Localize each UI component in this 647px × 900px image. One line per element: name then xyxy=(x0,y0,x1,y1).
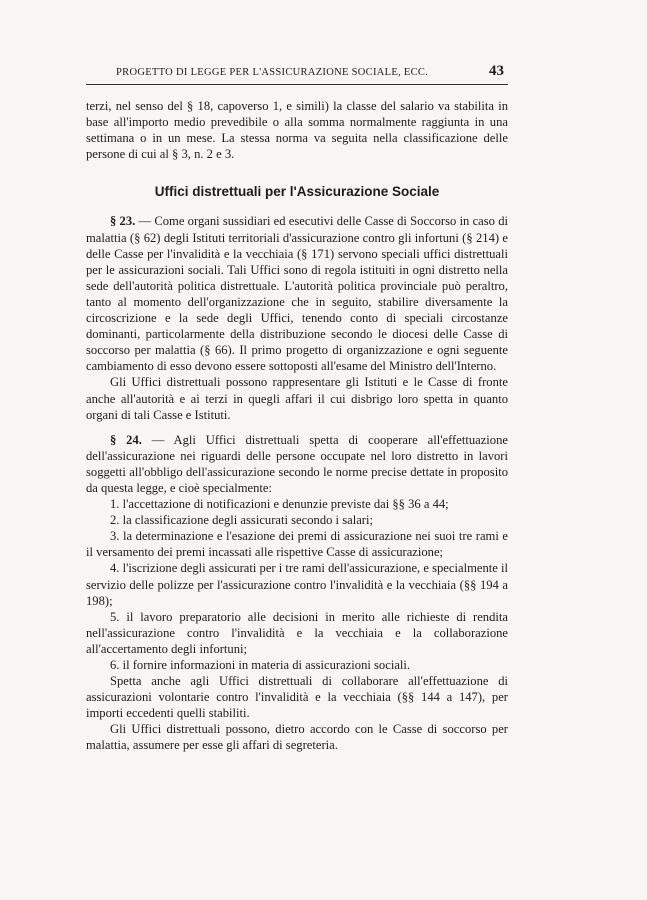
page-header xyxy=(86,64,508,84)
list-item: 5. il lavoro preparatorio alle decisioni in merito alle richieste di rendita nell'assicurazione contro l'invalidità e la vecchiaia e la collaborazione all'accertamento degli infortuni; xyxy=(86,609,508,656)
page-number: 43 xyxy=(489,63,504,79)
list-item: 6. il fornire informazioni in materia di assicurazioni sociali. xyxy=(110,658,411,672)
section-24-text: — Agli Uffici distrettuali spetta di cooperare all'effettuazione dell'assicurazione nei riguardi delle persone occupate nel loro distretto in lavori soggetti all'obbligo dell'assicurazione secondo le norme precise dettate in proposito da questa legge, e cioè specialmente: xyxy=(86,432,508,495)
running-title: PROGETTO DI LEGGE PER L'ASSICURAZIONE SOCIALE, ECC. xyxy=(116,67,429,78)
section-24-number: § 24. xyxy=(110,432,142,447)
intro-paragraph: terzi, nel senso del § 18, capoverso 1, e simili) la classe del salario va stabilita in base all'importo medio prevedibile o alla somma normalmente raggiunta in una settimana o in un mese. La stessa norma va seguita nella classificazione delle persone di cui al § 3, n. 2 e 3. xyxy=(86,99,508,162)
list-item: 3. la determinazione e l'esazione dei premi di assicurazione nei suoi tre rami e il versamento dei premi incassati alle rispettive Casse di assicurazione; xyxy=(86,529,508,560)
section-heading: Uffici distrettuali per l'Assicurazione Sociale xyxy=(154,184,440,200)
page-body xyxy=(86,98,508,754)
section-23-number: § 23. xyxy=(110,214,136,229)
section-24-paragraph-3: Gli Uffici distrettuali possono, dietro accordo con le Casse di soccorso per malattia, assumere per esse gli affari di segreteria. xyxy=(86,722,508,753)
list-item: 2. la classificazione degli assicurati secondo i salari; xyxy=(110,513,373,528)
spacer xyxy=(86,423,508,432)
list-item: 1. l'accettazione di notificazioni e denunzie previste dai §§ 36 a 44; xyxy=(110,497,449,512)
section-23-paragraph xyxy=(86,213,508,374)
section-23-paragraph-2: Gli Uffici distrettuali possono rappresentare gli Istituti e le Casse di fronte anche all'autorità e ai terzi in quegli affari il cui disbrigo loro spetta in quanto organi di tali Casse e Istituti. xyxy=(86,375,508,422)
list-item: 4. l'iscrizione degli assicurati per i tre rami dell'assicurazione, e specialmente il servizio delle polizze per l'assicurazione contro l'invalidità e la vecchiaia (§§ 194 a 198); xyxy=(86,561,508,608)
section-24-paragraph-2: Spetta anche agli Uffici distrettuali di collaborare all'effettuazione di assicurazioni volontarie contro l'invalidità e la vecchiaia (§§ 144 a 147), per importi eccedenti quelli stabiliti. xyxy=(86,674,508,721)
section-24-paragraph xyxy=(86,432,508,496)
section-23-text: — Come organi sussidiari ed esecutivi delle Casse di Soccorso in caso di malattia (§ 62) degli Istituti territoriali d'assicurazione contro gli infortuni (§ 214) e delle Casse per l'invalidità e la vecchiaia (§ 171) servono speciali uffici distrettuali per le assicurazioni sociali. Tali Uffici sono di regola istituiti in ogni distretto nella sede dell'autorità politica distrettuale. L'autorità politica provinciale può peraltro, tanto al momento dell'organizzazione che in seguito, stabilire diversamente la circoscrizione e la sede degli Uffici, tenendo conto di speciali circostanze dominanti, particolarmente della distribuzione secondo le diocesi delle Casse di soccorso per malattia (§ 66). Il primo progetto di organizzazione e ogni seguente cambiamento di esso devono essere sottoposti all'esame del Ministro dell'Interno. xyxy=(86,214,509,374)
header-rule xyxy=(86,84,508,85)
